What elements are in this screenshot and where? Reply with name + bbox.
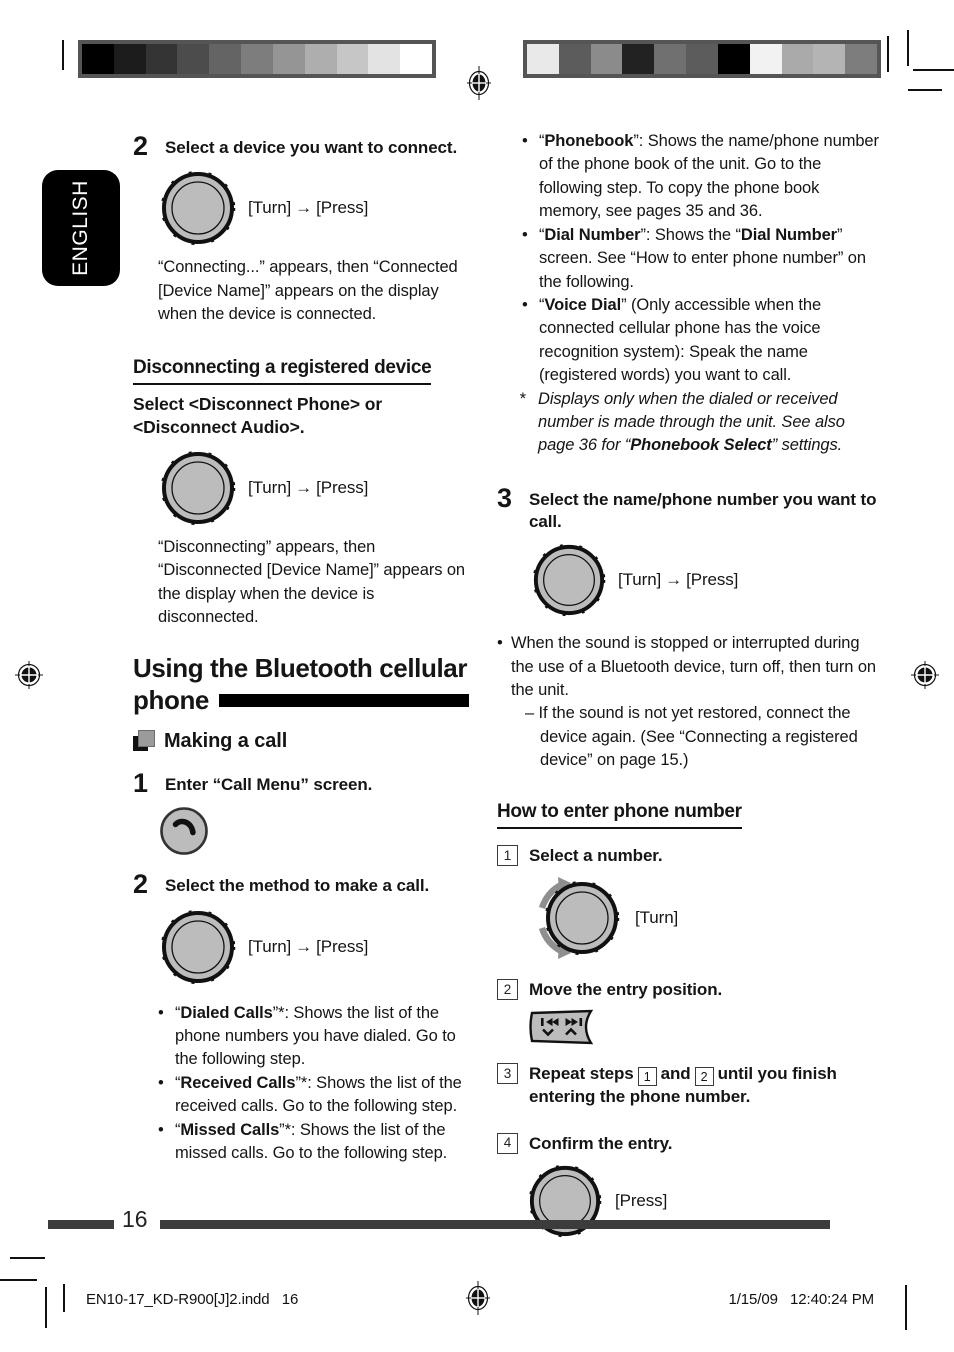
step-title: Confirm the entry. (529, 1133, 673, 1153)
calibration-cell (368, 44, 400, 74)
list-item (158, 1119, 473, 1166)
page-number-bar-left (48, 1220, 114, 1229)
crop-mark (913, 69, 954, 71)
arrow-icon: → (295, 936, 313, 956)
step-number: 3 (497, 482, 512, 513)
calibration-cell (622, 44, 654, 74)
crop-mark (10, 1257, 45, 1259)
phone-button-instruction (159, 806, 473, 856)
note-item (497, 632, 885, 773)
arrow-icon: → (295, 198, 313, 218)
boxed-step-number: 3 (497, 1063, 518, 1084)
page-number: 16 (122, 1206, 148, 1232)
turn-label: [Turn] (248, 198, 292, 218)
calibration-cell (654, 44, 686, 74)
step-title: Repeat steps 1 and 2 until you finish entering the phone number. (529, 1063, 837, 1107)
page-number-bar-right (160, 1220, 830, 1229)
bullet-icon: • (158, 1120, 164, 1139)
list-item-text: “Voice Dial” (Only accessible when the connected cellular phone has the voice recognition system): Speak the name (registered words) you want to call. (539, 295, 822, 385)
section-title-line1: Using the Bluetooth cellular (133, 652, 468, 683)
disconnect-note: “Disconnecting” appears, then “Disconnected [Device Name]” appears on the display when the device is disconnected. (158, 537, 465, 627)
footnote-text: Displays only when the dialed or received number is made through the unit. See also page 36 for “Phonebook Select” settings. (538, 389, 845, 455)
list-item (158, 1002, 473, 1072)
boxed-step-confirm (497, 1131, 885, 1155)
calibration-cell (813, 44, 845, 74)
section-title (133, 652, 473, 717)
call-options-list (497, 130, 885, 458)
step-title: Select the method to make a call. (165, 876, 430, 896)
turn-label: [Turn] (248, 936, 292, 956)
crop-mark (887, 36, 889, 72)
list-item (522, 294, 885, 388)
language-tab (42, 170, 120, 286)
crop-mark (905, 1285, 907, 1330)
note-subtext: – If the sound is not yet restored, connect the device again. (See “Connecting a registered device” on page 15.) (525, 704, 858, 770)
grayscale-calibration-bar (78, 40, 436, 78)
knob-instruction (159, 449, 473, 527)
step-select-device (133, 132, 473, 160)
footnote (519, 388, 885, 458)
bullet-icon: • (158, 1073, 164, 1092)
crop-mark (63, 1284, 65, 1312)
calibration-cell (241, 44, 273, 74)
knob-caption (615, 1189, 667, 1213)
knob-caption (618, 568, 738, 592)
language-tab-label: ENGLISH (69, 180, 93, 276)
calibration-cell (82, 44, 114, 74)
connect-note: “Connecting...” appears, then “Connected [Device Name]” appears on the display when the device is connected. (158, 258, 458, 324)
crop-mark (908, 89, 942, 91)
turn-label: [Turn] (618, 570, 662, 590)
knob-caption (248, 935, 368, 959)
step-enter-call-menu (133, 769, 473, 797)
step-title: Select a device you want to connect. (165, 138, 458, 157)
list-item-text: “Phonebook”: Shows the name/phone number of the phone book of the unit. Go to the following step. To copy the phone book memory, see pages 35 and 36. (539, 132, 879, 221)
step-number: 2 (133, 869, 148, 900)
right-column (497, 130, 885, 1243)
disconnect-heading: Disconnecting a registered device (133, 355, 431, 385)
calibration-cell (686, 44, 718, 74)
turn-label: [Turn] (635, 907, 679, 927)
bullet-icon: • (522, 132, 528, 150)
calibration-cell (146, 44, 178, 74)
knob-instruction (531, 542, 885, 618)
rocker-button-instruction (527, 1009, 885, 1045)
calibration-cell (337, 44, 369, 74)
step-select-method (133, 870, 473, 898)
title-bar-decoration (219, 694, 469, 707)
calibration-cell (273, 44, 305, 74)
imprint-filename: EN10-17_KD-R900[J]2.indd 16 (86, 1291, 299, 1308)
registration-mark-left (15, 661, 43, 689)
press-label: [Press] (316, 936, 369, 956)
calibration-cell (209, 44, 241, 74)
calibration-cell (305, 44, 337, 74)
list-item-text: “Dialed Calls”*: Shows the list of the phone numbers you have dialed. Go to the following step. (175, 1003, 456, 1069)
crop-mark (45, 1287, 47, 1328)
bullet-icon: • (497, 634, 503, 653)
knob-caption (248, 196, 368, 220)
making-call-heading (133, 727, 473, 755)
knob-instruction (159, 908, 473, 986)
calibration-cell (591, 44, 623, 74)
step-number: 2 (133, 131, 148, 161)
list-item (522, 130, 885, 224)
inline-step-box: 2 (695, 1067, 714, 1086)
left-column (133, 132, 473, 1166)
press-label: [Press] (615, 1190, 668, 1210)
disconnect-line1: Select <Disconnect Phone> or (133, 393, 383, 414)
boxed-step-number: 1 (497, 845, 518, 866)
bullet-icon: • (522, 225, 528, 244)
knob-turn-instruction (527, 875, 885, 961)
boxed-step-repeat (497, 1061, 885, 1109)
boxed-step-move-entry (497, 977, 885, 1001)
disconnect-line2: <Disconnect Audio>. (133, 417, 305, 438)
step-select-name-number (497, 484, 885, 533)
calibration-cell (718, 44, 750, 74)
imprint-datetime: 1/15/09 12:40:24 PM (728, 1291, 874, 1308)
control-knob-icon (531, 542, 607, 618)
crop-mark (0, 1279, 37, 1281)
press-label: [Press] (686, 570, 739, 590)
list-item-text: “Dial Number”: Shows the “Dial Number” screen. See “How to enter phone number” on the following. (539, 225, 866, 291)
making-call-label: Making a call (164, 729, 288, 752)
knob-caption (635, 906, 678, 930)
calibration-cell (177, 44, 209, 74)
list-item-text: “Received Calls”*: Shows the list of the received calls. Go to the following step. (175, 1073, 462, 1116)
call-method-list (133, 1002, 473, 1166)
knob-instruction (159, 169, 473, 247)
arrow-icon: → (295, 477, 313, 497)
bullet-icon: • (522, 295, 528, 314)
step-number: 1 (133, 767, 148, 798)
boxed-step-number: 2 (497, 979, 518, 1000)
calibration-cell (114, 44, 146, 74)
control-knob-icon (159, 908, 237, 986)
registration-mark-right (911, 661, 939, 689)
note-text: When the sound is stopped or interrupted during the use of a Bluetooth device, turn off, then turn on the unit. – If the sound is not yet restored, connect the device again. (See “Connecting a registered device” on page 15.) (511, 632, 885, 773)
boxed-step-select-number (497, 843, 885, 867)
inline-step-box: 1 (638, 1067, 657, 1086)
registration-mark-bottom (466, 1281, 490, 1315)
press-label: [Press] (316, 198, 369, 218)
knob-caption (248, 476, 368, 500)
boxed-step-number: 4 (497, 1133, 518, 1154)
crop-mark (62, 40, 64, 70)
gray-patch-calibration-bar (523, 40, 881, 78)
control-knob-icon (159, 169, 237, 247)
bullet-icon: • (158, 1003, 164, 1022)
registration-mark-top (467, 66, 491, 100)
list-item (522, 224, 885, 294)
step-title: Move the entry position. (529, 979, 723, 999)
step-title: Select the name/phone number you want to call. (529, 489, 877, 531)
turn-label: [Turn] (248, 477, 292, 497)
list-item (158, 1072, 473, 1119)
control-knob-icon (159, 449, 237, 527)
skip-rocker-button-icon (527, 1009, 599, 1045)
control-knob-turn-icon (527, 875, 623, 961)
step-title: Select a number. (529, 845, 663, 865)
calibration-cell (845, 44, 877, 74)
arrow-icon: → (665, 570, 683, 590)
section-title-line2: phone (133, 685, 209, 716)
press-label: [Press] (316, 477, 369, 497)
calibration-cell (527, 44, 559, 74)
calibration-cell (400, 44, 432, 74)
calibration-cell (750, 44, 782, 74)
crop-mark (907, 30, 909, 66)
list-item-text: “Missed Calls”*: Shows the list of the missed calls. Go to the following step. (175, 1120, 448, 1163)
asterisk: * (519, 389, 526, 408)
calibration-cell (782, 44, 814, 74)
phone-button-icon (159, 806, 209, 856)
step-title: Enter “Call Menu” screen. (165, 774, 373, 794)
howto-heading: How to enter phone number (497, 799, 742, 829)
square-bullet-icon (133, 730, 155, 751)
calibration-cell (559, 44, 591, 74)
